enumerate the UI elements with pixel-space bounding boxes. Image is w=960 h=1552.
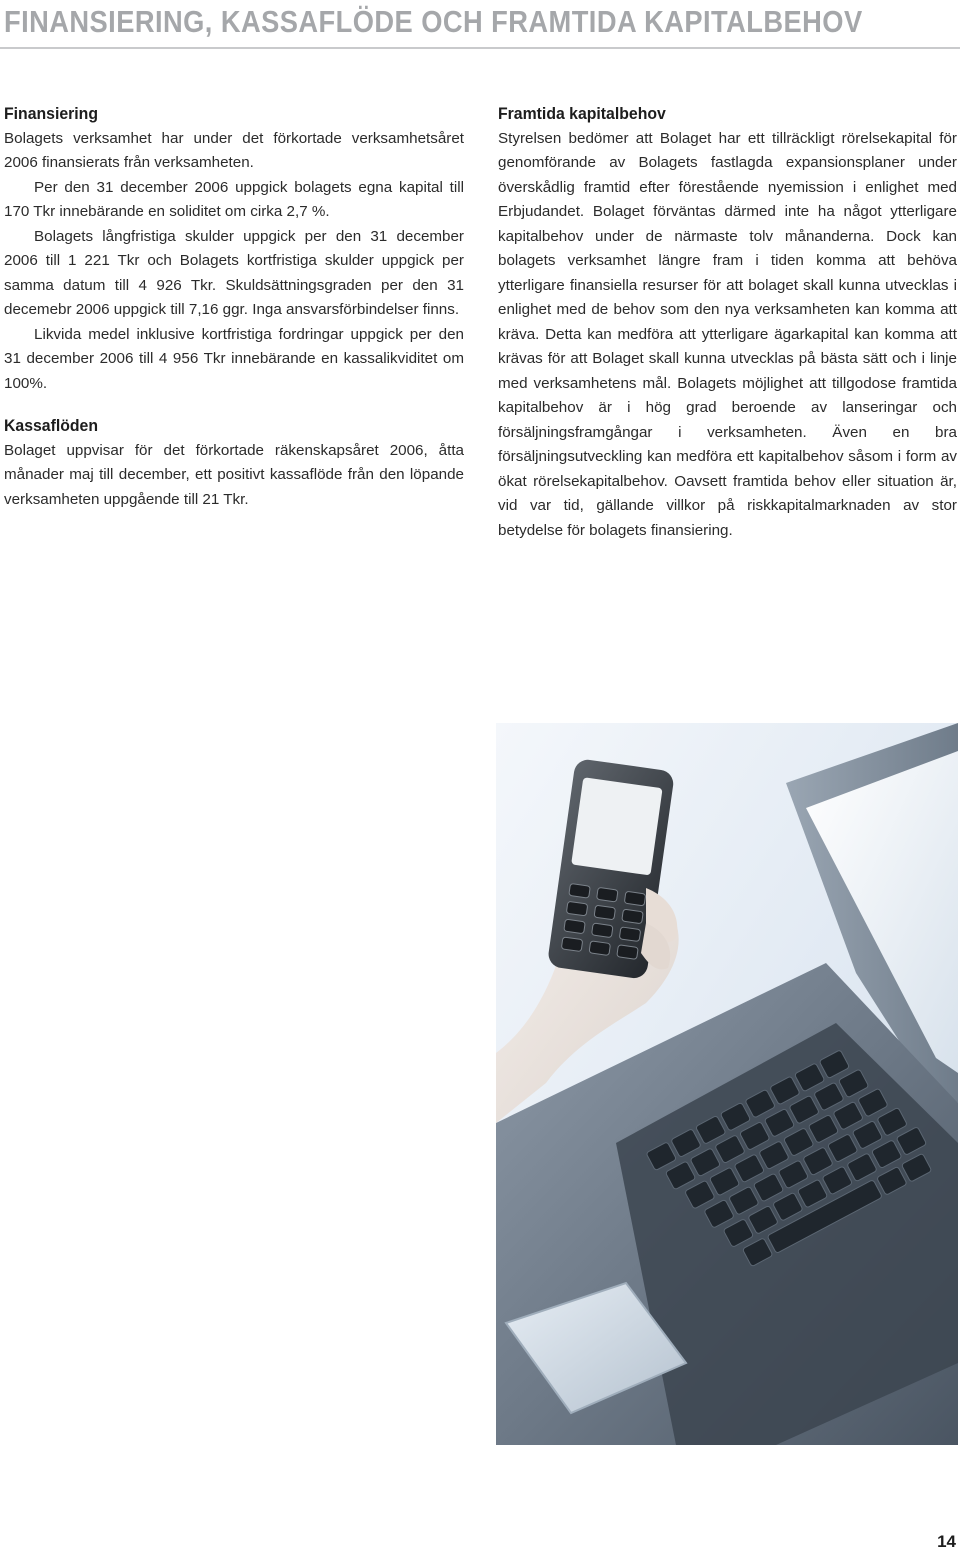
left-column [4,102,464,512]
paragraph: Likvida medel inklusive kortfristiga fordringar uppgick per den 31 december 2006 till 4 956 Tkr innebärande en kassalikviditet om 100%. [4,325,464,392]
paragraph: Styrelsen bedömer att Bolaget har ett tillräckligt rörelsekapital för genomförande av Bolagets fastlagda expansionsplaner under överskådlig framtid efter förestående nyemission i enlighet med Erbjudandet. Bolaget förväntas därmed inte ha något ytterligare kapitalbehov under de närmaste tolv månanderna. Dock kan bolagets verksamhet längre fram i tiden komma att behöva ytterligare finansiella resurser för att bolaget skall kunna utvecklas i enlighet med de behov som den nya verksamheten kan komma att kräva. Detta kan medföra att ytterligare ägarkapital kan komma att krävas för att Bolaget skall kunna utvecklas på bästa sätt och i linje med verksamhetens mål. Bolagets möjlighet att tillgodose framtida kapitalbehov är i hög grad beroende av lanseringar och försäljningsframgångar i verksamheten. Även en bra försäljningsutveckling kan medföra ett kapitalbehov såsom i form av ökat rörelsekapitalbehov. Oavsett framtida behov eller situation är, vid var tid, gällande villkor på riskkapitalmarknaden av stor betydelse för bolagets finansiering. [498,129,957,539]
paragraph: Per den 31 december 2006 uppgick bolagets egna kapital till 170 Tkr innebärande en soliditet om cirka 2,7 %. [4,178,464,220]
page-number: 14 [937,1532,956,1551]
section-heading-framtida-kapitalbehov: Framtida kapitalbehov [498,104,666,123]
hand-holding-phone-over-laptop-photo [496,723,958,1445]
photo-illustration [496,723,958,1445]
right-column [498,102,957,543]
paragraph: Bolagets långfristiga skulder uppgick per den 31 december 2006 till 1 221 Tkr och Bolagets kortfristiga skulder uppgick per samma datum till 4 926 Tkr. Skuldsättningsgraden per den 31 decemebr 2006 uppgick till 7,16 ggr. Inga ansvarsförbindelser finns. [4,227,464,318]
paragraph: Bolagets verksamhet har under det förkortade verksamhetsåret 2006 finansierats från verksamheten. [4,129,464,171]
section-heading-finansiering: Finansiering [4,104,99,123]
page-title: FINANSIERING, KASSAFLÖDE OCH FRAMTIDA KAPITALBEHOV [4,4,863,39]
title-rule [0,47,960,49]
section-heading-kassafloden: Kassaflöden [4,416,99,435]
paragraph: Bolaget uppvisar för det förkortade räkenskapsåret 2006, åtta månader maj till december, ett positivt kassaflöde från den löpande verksamheten uppgående till 21 Tkr. [4,441,464,508]
